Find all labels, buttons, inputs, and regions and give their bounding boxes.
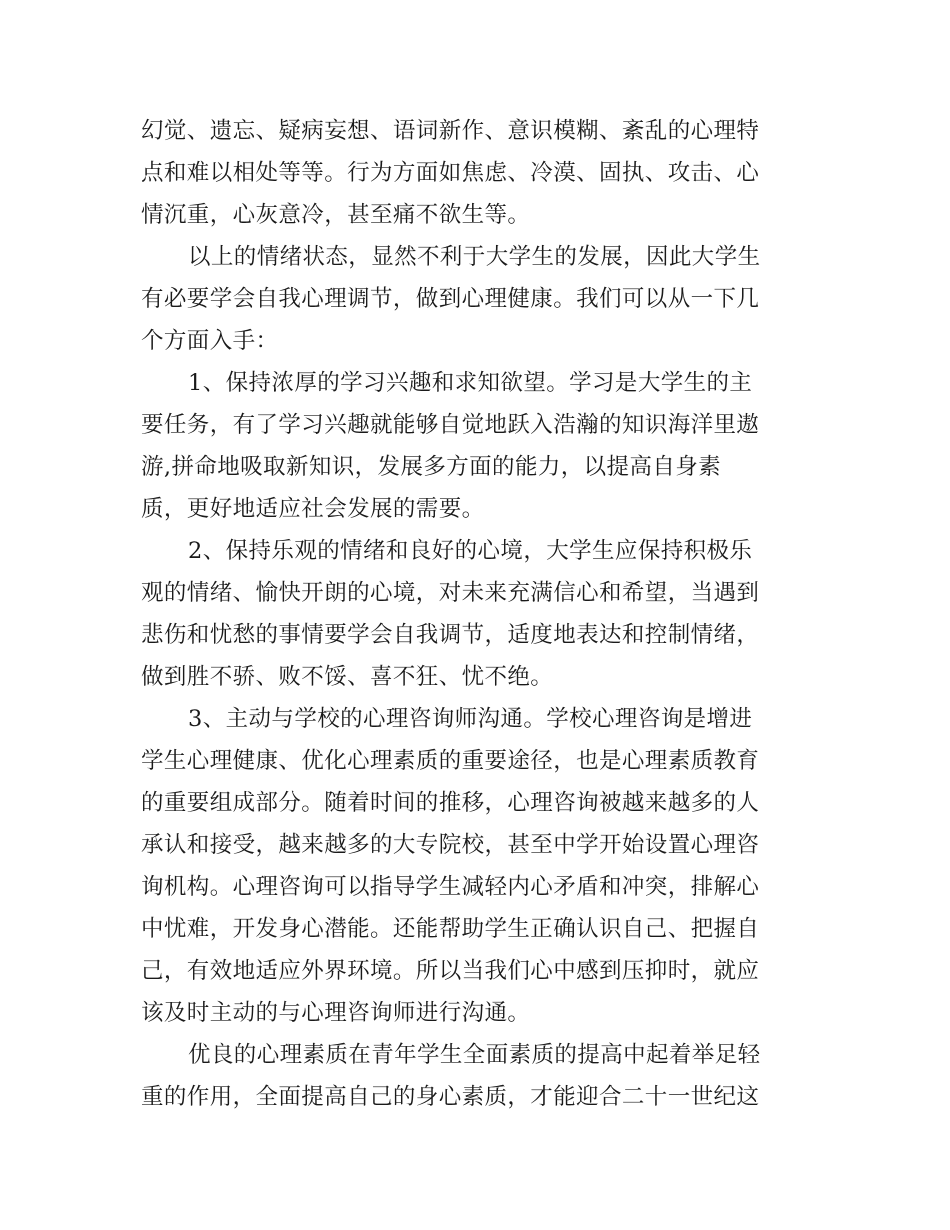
text-line: 幻觉、遗忘、疑病妄想、语词新作、意识模糊、紊乱的心理特 xyxy=(141,118,760,144)
body-text xyxy=(141,110,815,1118)
text-line: 观的情绪、愉快开朗的心境，对未来充满信心和希望，当遇到 xyxy=(141,580,760,606)
text-line: 做到胜不骄、败不馁、喜不狂、忧不绝。 xyxy=(141,664,554,690)
text-line: 中忧难，开发身心潜能。还能帮助学生正确认识自己、把握自 xyxy=(141,916,760,942)
text-line: 质，更好地适应社会发展的需要。 xyxy=(141,496,485,522)
paragraph-start-line: 2、保持乐观的情绪和良好的心境，大学生应保持积极乐 xyxy=(188,538,753,564)
text-line: 承认和接受，越来越多的大专院校，甚至中学开始设置心理咨 xyxy=(141,832,760,858)
paragraph-start-line: 3、主动与学校的心理咨询师沟通。学校心理咨询是增进 xyxy=(188,706,753,732)
text-line: 询机构。心理咨询可以指导学生减轻内心矛盾和冲突，排解心 xyxy=(141,874,760,900)
text-line: 学生心理健康、优化心理素质的重要途径，也是心理素质教育 xyxy=(141,748,760,774)
paragraph-start-line: 优良的心理素质在青年学生全面素质的提高中起着举足轻 xyxy=(188,1042,761,1068)
text-line: 己，有效地适应外界环境。所以当我们心中感到压抑时，就应 xyxy=(141,958,760,984)
text-line: 有必要学会自我心理调节，做到心理健康。我们可以从一下几 xyxy=(141,286,760,312)
text-line: 该及时主动的与心理咨询师进行沟通。 xyxy=(141,1000,531,1026)
text-line: 重的作用，全面提高自己的身心素质，才能迎合二十一世纪这 xyxy=(141,1084,760,1110)
text-line: 悲伤和忧愁的事情要学会自我调节，适度地表达和控制情绪， xyxy=(141,622,760,648)
text-line: 个方面入手： xyxy=(141,328,279,354)
text-line: 游,拼命地吸取新知识，发展多方面的能力，以提高自身素 xyxy=(141,454,722,480)
paragraph-start-line: 以上的情绪状态，显然不利于大学生的发展，因此大学生 xyxy=(188,244,761,270)
text-line: 点和难以相处等等。行为方面如焦虑、冷漠、固执、攻击、心 xyxy=(141,160,760,186)
text-line: 情沉重，心灰意冷，甚至痛不欲生等。 xyxy=(141,202,531,228)
text-line: 的重要组成部分。随着时间的推移，心理咨询被越来越多的人 xyxy=(141,790,760,816)
text-line: 要任务，有了学习兴趣就能够自觉地跃入浩瀚的知识海洋里遨 xyxy=(141,412,760,438)
paragraph-start-line: 1、保持浓厚的学习兴趣和求知欲望。学习是大学生的主 xyxy=(188,370,753,396)
